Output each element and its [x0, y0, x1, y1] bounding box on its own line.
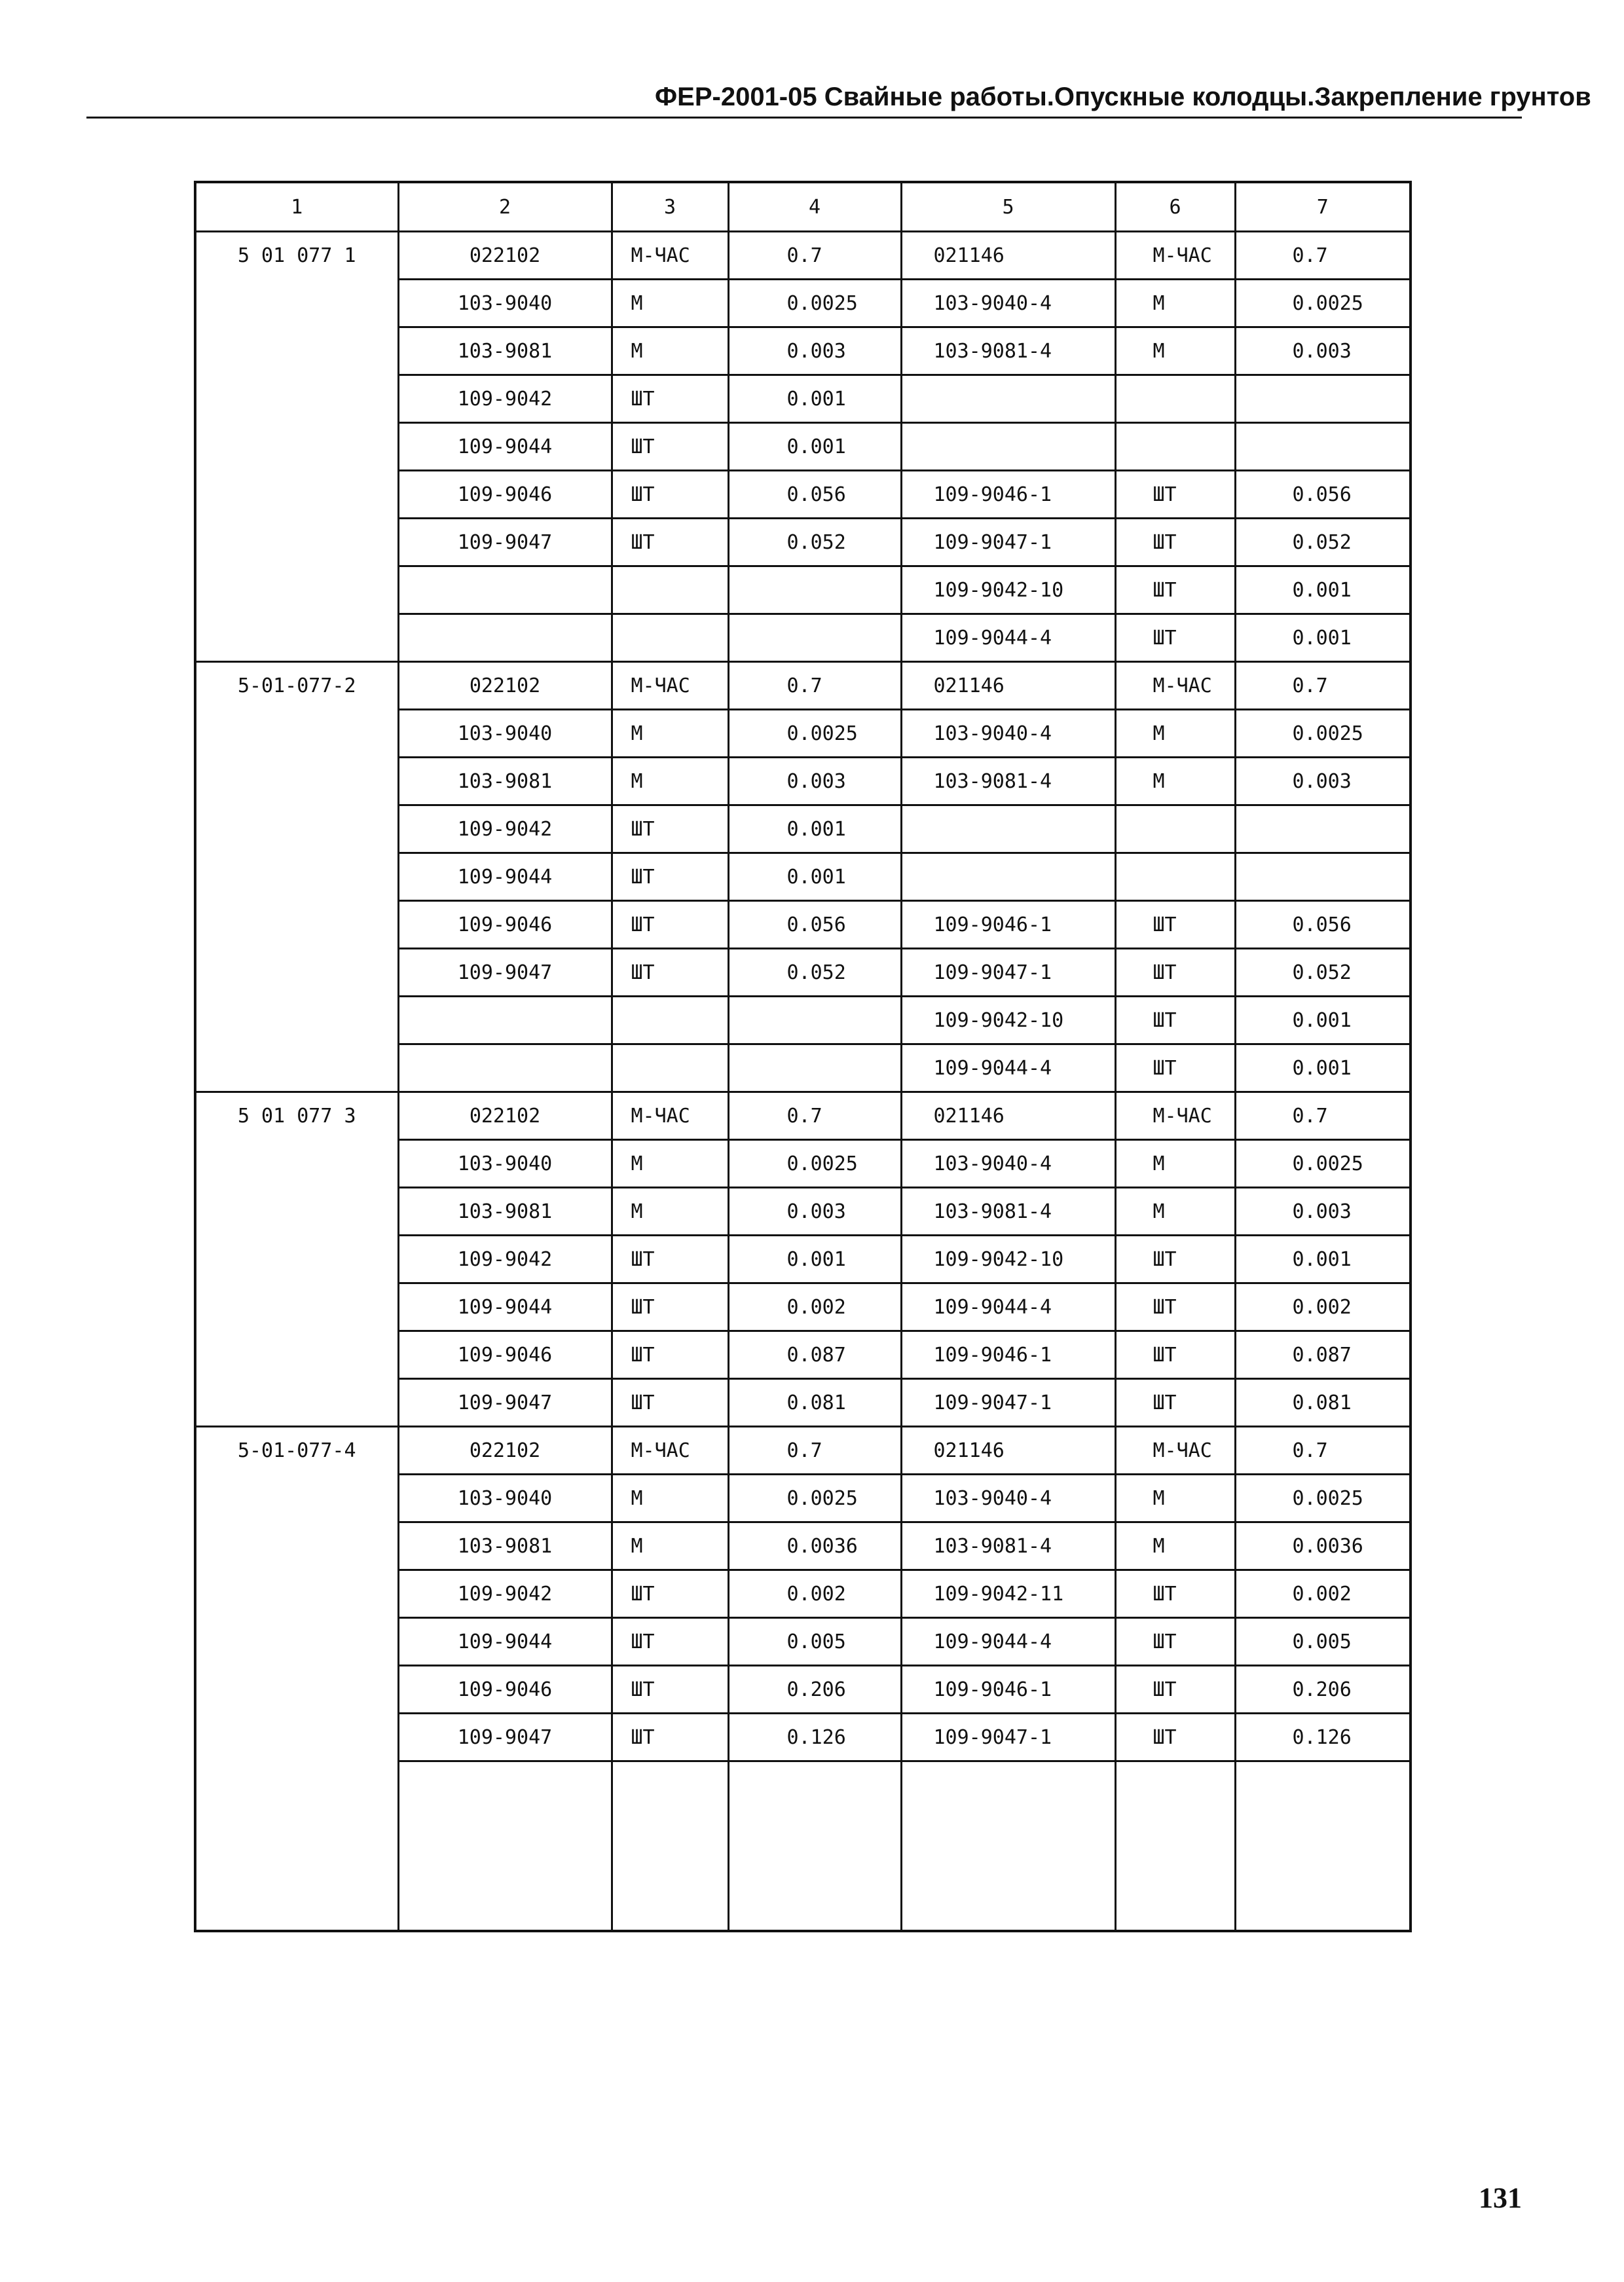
new-resource-code-cell: 109-9046-1 [901, 471, 1115, 519]
old-quantity-cell: 0.087 [728, 1331, 901, 1379]
new-quantity-cell: 0.7 [1235, 1092, 1411, 1140]
new-resource-code-cell: 109-9044-4 [901, 1283, 1115, 1331]
column-header: 4 [728, 182, 901, 232]
old-unit-cell: М-ЧАС [612, 662, 728, 710]
new-quantity-cell: 0.001 [1235, 997, 1411, 1044]
new-resource-code-cell: 109-9042-10 [901, 1236, 1115, 1283]
new-unit-cell: ШТ [1115, 949, 1235, 997]
new-resource-code-cell: 103-9040-4 [901, 280, 1115, 327]
old-unit-cell: ШТ [612, 519, 728, 566]
new-unit-cell: М [1115, 1188, 1235, 1236]
new-quantity-cell: 0.0025 [1235, 1475, 1411, 1522]
new-unit-cell: М [1115, 327, 1235, 375]
old-unit-cell: М [612, 280, 728, 327]
old-resource-code-cell: 109-9047 [398, 1379, 612, 1427]
new-quantity-cell: 0.126 [1235, 1714, 1411, 1761]
old-quantity-cell: 0.001 [728, 853, 901, 901]
new-resource-code-cell [901, 375, 1115, 423]
new-quantity-cell [1235, 805, 1411, 853]
old-quantity-cell: 0.003 [728, 758, 901, 805]
old-unit-cell: ШТ [612, 949, 728, 997]
new-unit-cell: М [1115, 1522, 1235, 1570]
new-quantity-cell: 0.7 [1235, 1427, 1411, 1475]
old-resource-code-cell: 103-9040 [398, 1140, 612, 1188]
old-unit-cell: ШТ [612, 1331, 728, 1379]
header-rule [86, 117, 1522, 119]
old-unit-cell: М [612, 1188, 728, 1236]
table-row [195, 662, 1411, 710]
old-unit-cell [612, 1044, 728, 1092]
new-quantity-cell: 0.0036 [1235, 1522, 1411, 1570]
old-resource-code-cell: 109-9042 [398, 805, 612, 853]
old-unit-cell: ШТ [612, 375, 728, 423]
norm-code-cell: 5-01-077-2 [195, 662, 398, 1092]
norm-code-cell: 5-01-077-4 [195, 1427, 398, 1932]
new-unit-cell: ШТ [1115, 1044, 1235, 1092]
new-quantity-cell: 0.003 [1235, 758, 1411, 805]
new-resource-code-cell: 021146 [901, 1427, 1115, 1475]
old-quantity-cell: 0.0036 [728, 1522, 901, 1570]
old-quantity-cell: 0.7 [728, 1427, 901, 1475]
new-unit-cell [1115, 853, 1235, 901]
old-quantity-cell [728, 997, 901, 1044]
old-unit-cell: ШТ [612, 1666, 728, 1714]
new-resource-code-cell: 109-9044-4 [901, 1618, 1115, 1666]
new-quantity-cell: 0.003 [1235, 327, 1411, 375]
old-unit-cell: ШТ [612, 901, 728, 949]
new-quantity-cell: 0.7 [1235, 232, 1411, 280]
empty-cell [1235, 1761, 1411, 1932]
old-quantity-cell: 0.002 [728, 1570, 901, 1618]
new-quantity-cell: 0.081 [1235, 1379, 1411, 1427]
new-resource-code-cell: 021146 [901, 232, 1115, 280]
old-unit-cell: ШТ [612, 1618, 728, 1666]
old-resource-code-cell: 103-9040 [398, 710, 612, 758]
new-resource-code-cell: 103-9040-4 [901, 710, 1115, 758]
old-quantity-cell: 0.052 [728, 519, 901, 566]
empty-cell [1115, 1761, 1235, 1932]
new-unit-cell: ШТ [1115, 1618, 1235, 1666]
new-unit-cell: ШТ [1115, 471, 1235, 519]
old-resource-code-cell: 103-9081 [398, 327, 612, 375]
empty-cell [398, 1761, 612, 1932]
old-unit-cell: ШТ [612, 1570, 728, 1618]
new-quantity-cell [1235, 853, 1411, 901]
old-resource-code-cell: 109-9042 [398, 375, 612, 423]
new-quantity-cell: 0.001 [1235, 1044, 1411, 1092]
old-resource-code-cell: 109-9046 [398, 1331, 612, 1379]
new-unit-cell: М [1115, 1475, 1235, 1522]
column-header: 6 [1115, 182, 1235, 232]
old-unit-cell: ШТ [612, 853, 728, 901]
new-quantity-cell: 0.0025 [1235, 280, 1411, 327]
new-resource-code-cell: 103-9081-4 [901, 758, 1115, 805]
old-unit-cell: ШТ [612, 805, 728, 853]
old-quantity-cell: 0.0025 [728, 710, 901, 758]
new-resource-code-cell: 021146 [901, 662, 1115, 710]
old-quantity-cell: 0.005 [728, 1618, 901, 1666]
old-unit-cell [612, 997, 728, 1044]
old-quantity-cell: 0.7 [728, 232, 901, 280]
old-quantity-cell: 0.001 [728, 375, 901, 423]
old-resource-code-cell: 109-9046 [398, 1666, 612, 1714]
new-resource-code-cell: 103-9081-4 [901, 327, 1115, 375]
new-quantity-cell [1235, 375, 1411, 423]
old-quantity-cell: 0.056 [728, 901, 901, 949]
new-unit-cell: ШТ [1115, 1714, 1235, 1761]
old-quantity-cell: 0.001 [728, 423, 901, 471]
new-quantity-cell: 0.206 [1235, 1666, 1411, 1714]
new-unit-cell: ШТ [1115, 1570, 1235, 1618]
old-resource-code-cell: 109-9044 [398, 1618, 612, 1666]
norm-code-cell: 5 01 077 3 [195, 1092, 398, 1427]
old-unit-cell: М [612, 710, 728, 758]
old-quantity-cell: 0.052 [728, 949, 901, 997]
new-resource-code-cell: 109-9046-1 [901, 901, 1115, 949]
new-resource-code-cell: 103-9081-4 [901, 1188, 1115, 1236]
old-unit-cell [612, 566, 728, 614]
old-resource-code-cell: 109-9046 [398, 471, 612, 519]
new-unit-cell: ШТ [1115, 1283, 1235, 1331]
new-resource-code-cell [901, 423, 1115, 471]
old-quantity-cell: 0.002 [728, 1283, 901, 1331]
old-quantity-cell: 0.0025 [728, 1475, 901, 1522]
old-unit-cell: М-ЧАС [612, 1092, 728, 1140]
old-quantity-cell: 0.056 [728, 471, 901, 519]
new-quantity-cell: 0.087 [1235, 1331, 1411, 1379]
old-quantity-cell: 0.001 [728, 805, 901, 853]
column-header: 2 [398, 182, 612, 232]
new-unit-cell: ШТ [1115, 997, 1235, 1044]
old-resource-code-cell: 109-9044 [398, 423, 612, 471]
new-quantity-cell: 0.003 [1235, 1188, 1411, 1236]
new-unit-cell: ШТ [1115, 1331, 1235, 1379]
old-quantity-cell: 0.206 [728, 1666, 901, 1714]
new-quantity-cell: 0.002 [1235, 1570, 1411, 1618]
new-resource-code-cell: 103-9040-4 [901, 1140, 1115, 1188]
new-resource-code-cell: 109-9046-1 [901, 1331, 1115, 1379]
new-unit-cell: ШТ [1115, 1666, 1235, 1714]
old-unit-cell: ШТ [612, 423, 728, 471]
new-resource-code-cell: 109-9042-10 [901, 997, 1115, 1044]
new-quantity-cell: 0.001 [1235, 614, 1411, 662]
new-resource-code-cell: 109-9047-1 [901, 519, 1115, 566]
old-resource-code-cell [398, 997, 612, 1044]
new-resource-code-cell: 103-9081-4 [901, 1522, 1115, 1570]
new-quantity-cell: 0.0025 [1235, 1140, 1411, 1188]
old-unit-cell: ШТ [612, 1379, 728, 1427]
new-unit-cell: М [1115, 710, 1235, 758]
column-header: 7 [1235, 182, 1411, 232]
new-quantity-cell [1235, 423, 1411, 471]
old-resource-code-cell: 103-9081 [398, 1522, 612, 1570]
new-unit-cell: М-ЧАС [1115, 232, 1235, 280]
old-resource-code-cell: 109-9042 [398, 1570, 612, 1618]
old-unit-cell: М [612, 1522, 728, 1570]
empty-cell [728, 1761, 901, 1932]
old-unit-cell: ШТ [612, 471, 728, 519]
empty-cell [901, 1761, 1115, 1932]
new-unit-cell: ШТ [1115, 901, 1235, 949]
old-unit-cell [612, 614, 728, 662]
old-resource-code-cell: 022102 [398, 1092, 612, 1140]
column-header: 5 [901, 182, 1115, 232]
old-unit-cell: М [612, 1140, 728, 1188]
old-unit-cell: М-ЧАС [612, 232, 728, 280]
new-unit-cell: М [1115, 280, 1235, 327]
old-resource-code-cell: 103-9081 [398, 1188, 612, 1236]
page-header-title: ФЕР-2001-05 Свайные работы.Опускные колодцы.Закрепление грунтов [655, 83, 1591, 111]
old-resource-code-cell [398, 614, 612, 662]
old-resource-code-cell [398, 1044, 612, 1092]
norm-code-cell: 5 01 077 1 [195, 232, 398, 662]
column-header: 3 [612, 182, 728, 232]
new-unit-cell: ШТ [1115, 519, 1235, 566]
new-resource-code-cell: 109-9044-4 [901, 614, 1115, 662]
old-unit-cell: ШТ [612, 1283, 728, 1331]
old-resource-code-cell: 022102 [398, 232, 612, 280]
new-resource-code-cell: 109-9047-1 [901, 1714, 1115, 1761]
new-unit-cell: М-ЧАС [1115, 1092, 1235, 1140]
old-quantity-cell: 0.003 [728, 327, 901, 375]
new-unit-cell: ШТ [1115, 1236, 1235, 1283]
old-quantity-cell: 0.7 [728, 662, 901, 710]
new-quantity-cell: 0.056 [1235, 901, 1411, 949]
old-unit-cell: ШТ [612, 1236, 728, 1283]
old-resource-code-cell: 109-9044 [398, 1283, 612, 1331]
new-quantity-cell: 0.0025 [1235, 710, 1411, 758]
new-unit-cell [1115, 805, 1235, 853]
new-quantity-cell: 0.002 [1235, 1283, 1411, 1331]
old-quantity-cell [728, 566, 901, 614]
new-unit-cell: М-ЧАС [1115, 1427, 1235, 1475]
old-resource-code-cell: 022102 [398, 1427, 612, 1475]
old-resource-code-cell: 109-9042 [398, 1236, 612, 1283]
old-resource-code-cell: 109-9047 [398, 519, 612, 566]
new-unit-cell: М [1115, 1140, 1235, 1188]
new-resource-code-cell: 109-9042-10 [901, 566, 1115, 614]
old-quantity-cell [728, 614, 901, 662]
new-unit-cell: М-ЧАС [1115, 662, 1235, 710]
new-resource-code-cell [901, 805, 1115, 853]
old-resource-code-cell: 109-9044 [398, 853, 612, 901]
old-unit-cell: М [612, 327, 728, 375]
old-resource-code-cell: 103-9040 [398, 280, 612, 327]
new-quantity-cell: 0.052 [1235, 519, 1411, 566]
old-quantity-cell: 0.081 [728, 1379, 901, 1427]
old-resource-code-cell: 103-9081 [398, 758, 612, 805]
new-quantity-cell: 0.005 [1235, 1618, 1411, 1666]
table-row [195, 1092, 1411, 1140]
new-resource-code-cell: 109-9047-1 [901, 949, 1115, 997]
new-resource-code-cell: 109-9046-1 [901, 1666, 1115, 1714]
new-resource-code-cell: 021146 [901, 1092, 1115, 1140]
old-resource-code-cell: 109-9047 [398, 1714, 612, 1761]
old-resource-code-cell [398, 566, 612, 614]
new-quantity-cell: 0.001 [1235, 1236, 1411, 1283]
old-resource-code-cell: 109-9046 [398, 901, 612, 949]
new-unit-cell [1115, 375, 1235, 423]
new-unit-cell: ШТ [1115, 614, 1235, 662]
table-row [195, 1427, 1411, 1475]
old-quantity-cell: 0.0025 [728, 1140, 901, 1188]
old-unit-cell: М [612, 758, 728, 805]
new-quantity-cell: 0.052 [1235, 949, 1411, 997]
old-unit-cell: М [612, 1475, 728, 1522]
old-unit-cell: ШТ [612, 1714, 728, 1761]
old-quantity-cell: 0.126 [728, 1714, 901, 1761]
table-header-row [195, 182, 1411, 232]
resource-table [194, 181, 1412, 1932]
new-resource-code-cell: 109-9042-11 [901, 1570, 1115, 1618]
table-row [195, 232, 1411, 280]
new-quantity-cell: 0.001 [1235, 566, 1411, 614]
new-quantity-cell: 0.7 [1235, 662, 1411, 710]
new-quantity-cell: 0.056 [1235, 471, 1411, 519]
new-unit-cell: ШТ [1115, 566, 1235, 614]
table-body [195, 182, 1411, 1931]
empty-cell [612, 1761, 728, 1932]
page-number: 131 [1479, 2182, 1522, 2214]
new-unit-cell: М [1115, 758, 1235, 805]
new-resource-code-cell: 103-9040-4 [901, 1475, 1115, 1522]
old-quantity-cell [728, 1044, 901, 1092]
new-unit-cell [1115, 423, 1235, 471]
old-resource-code-cell: 022102 [398, 662, 612, 710]
old-quantity-cell: 0.0025 [728, 280, 901, 327]
new-resource-code-cell: 109-9044-4 [901, 1044, 1115, 1092]
old-resource-code-cell: 103-9040 [398, 1475, 612, 1522]
old-resource-code-cell: 109-9047 [398, 949, 612, 997]
column-header: 1 [195, 182, 398, 232]
new-unit-cell: ШТ [1115, 1379, 1235, 1427]
old-quantity-cell: 0.7 [728, 1092, 901, 1140]
new-resource-code-cell [901, 853, 1115, 901]
new-resource-code-cell: 109-9047-1 [901, 1379, 1115, 1427]
old-quantity-cell: 0.001 [728, 1236, 901, 1283]
old-unit-cell: М-ЧАС [612, 1427, 728, 1475]
old-quantity-cell: 0.003 [728, 1188, 901, 1236]
